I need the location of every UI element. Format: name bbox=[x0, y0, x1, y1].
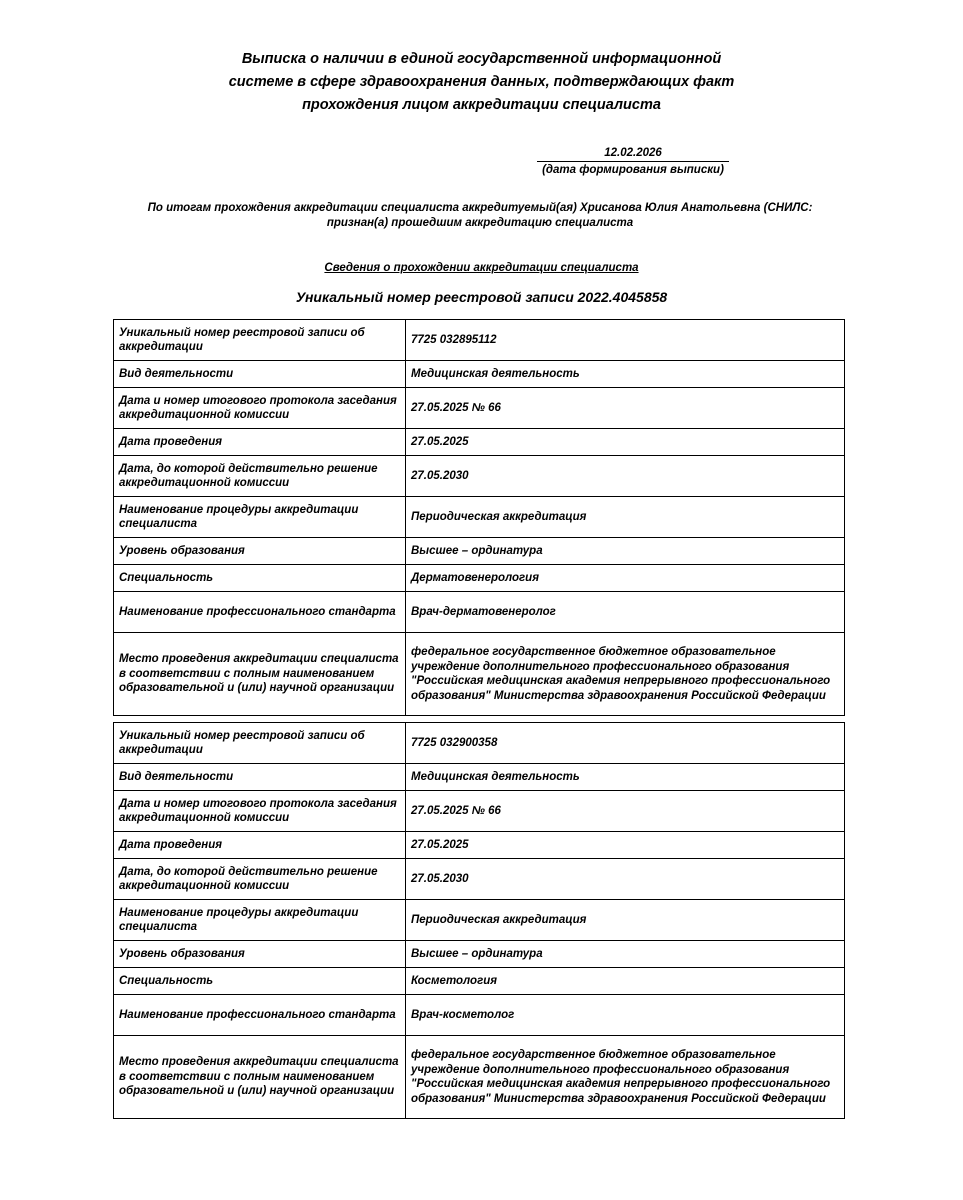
intro-line: По итогам прохождения аккредитации специалиста аккредитуемый(ая) Хрисанова Юлия Анатольевна (СНИЛС: bbox=[147, 202, 813, 214]
formation-date: 12.02.2026 bbox=[537, 146, 729, 162]
table-row bbox=[114, 429, 845, 456]
row-value: федеральное государственное бюджетное образовательное учреждение дополнительного профессионального образования "Российская медицинская академия непрерывного профессионального образования" Министерства здравоохранения Российской Федерации bbox=[406, 633, 845, 716]
table-row bbox=[114, 633, 845, 716]
title-line: прохождения лицом аккредитации специалиста bbox=[302, 97, 661, 113]
document-title bbox=[0, 48, 963, 117]
row-value: Косметология bbox=[406, 968, 845, 995]
row-value: Периодическая аккредитация bbox=[406, 497, 845, 538]
table-row bbox=[114, 361, 845, 388]
row-value: 27.05.2025 bbox=[406, 832, 845, 859]
title-line: Выписка о наличии в единой государственной информационной bbox=[241, 51, 722, 67]
row-label: Специальность bbox=[114, 968, 406, 995]
row-value: Периодическая аккредитация bbox=[406, 900, 845, 941]
intro-line: признан(а) прошедшим аккредитацию специалиста bbox=[326, 217, 634, 229]
row-value: Врач-дерматовенеролог bbox=[406, 592, 845, 633]
row-value: 27.05.2025 № 66 bbox=[406, 791, 845, 832]
row-label: Место проведения аккредитации специалиста в соответствии с полным наименованием образовательной и (или) научной организации bbox=[114, 1036, 406, 1119]
row-label: Дата проведения bbox=[114, 429, 406, 456]
table-row bbox=[114, 832, 845, 859]
accreditation-table bbox=[113, 722, 845, 1119]
row-value: 7725 032900358 bbox=[406, 723, 845, 764]
row-value: Врач-косметолог bbox=[406, 995, 845, 1036]
table-row bbox=[114, 565, 845, 592]
table-row bbox=[114, 764, 845, 791]
table-row bbox=[114, 900, 845, 941]
row-value: Высшее – ординатура bbox=[406, 538, 845, 565]
table-row bbox=[114, 320, 845, 361]
registry-heading: Уникальный номер реестровой записи 2022.4045858 bbox=[295, 289, 668, 305]
row-value: 27.05.2025 bbox=[406, 429, 845, 456]
formation-date-caption: (дата формирования выписки) bbox=[542, 164, 724, 176]
row-label: Вид деятельности bbox=[114, 361, 406, 388]
row-value: 7725 032895112 bbox=[406, 320, 845, 361]
table-row bbox=[114, 388, 845, 429]
table-row bbox=[114, 538, 845, 565]
intro-statement bbox=[100, 201, 860, 231]
row-value: федеральное государственное бюджетное образовательное учреждение дополнительного профессионального образования "Российская медицинская академия непрерывного профессионального образования" Министерства здравоохранения Российской Федерации bbox=[406, 1036, 845, 1119]
row-label: Вид деятельности bbox=[114, 764, 406, 791]
table-row bbox=[114, 859, 845, 900]
row-value: Высшее – ординатура bbox=[406, 941, 845, 968]
row-label: Место проведения аккредитации специалиста в соответствии с полным наименованием образовательной и (или) научной организации bbox=[114, 633, 406, 716]
row-value: 27.05.2030 bbox=[406, 859, 845, 900]
row-value: 27.05.2025 № 66 bbox=[406, 388, 845, 429]
row-label: Специальность bbox=[114, 565, 406, 592]
row-value: 27.05.2030 bbox=[406, 456, 845, 497]
table-row bbox=[114, 456, 845, 497]
row-label: Дата, до которой действительно решение аккредитационной комиссии bbox=[114, 859, 406, 900]
row-label: Уникальный номер реестровой записи об аккредитации bbox=[114, 320, 406, 361]
row-label: Дата и номер итогового протокола заседания аккредитационной комиссии bbox=[114, 388, 406, 429]
row-value: Дерматовенерология bbox=[406, 565, 845, 592]
row-label: Уровень образования bbox=[114, 941, 406, 968]
table-row bbox=[114, 995, 845, 1036]
row-value: Медицинская деятельность bbox=[406, 361, 845, 388]
table-row bbox=[114, 592, 845, 633]
row-label: Дата проведения bbox=[114, 832, 406, 859]
row-value: Медицинская деятельность bbox=[406, 764, 845, 791]
title-line: системе в сфере здравоохранения данных, подтверждающих факт bbox=[228, 74, 735, 90]
row-label: Наименование профессионального стандарта bbox=[114, 592, 406, 633]
table-row bbox=[114, 723, 845, 764]
table-row bbox=[114, 941, 845, 968]
row-label: Дата, до которой действительно решение аккредитационной комиссии bbox=[114, 456, 406, 497]
accreditation-table bbox=[113, 319, 845, 716]
formation-date-block bbox=[537, 146, 729, 178]
table-row bbox=[114, 791, 845, 832]
row-label: Наименование процедуры аккредитации специалиста bbox=[114, 900, 406, 941]
table-row bbox=[114, 497, 845, 538]
row-label: Уникальный номер реестровой записи об аккредитации bbox=[114, 723, 406, 764]
row-label: Дата и номер итогового протокола заседания аккредитационной комиссии bbox=[114, 791, 406, 832]
row-label: Уровень образования bbox=[114, 538, 406, 565]
section-heading: Сведения о прохождении аккредитации специалиста bbox=[324, 262, 639, 274]
table-row bbox=[114, 968, 845, 995]
table-row bbox=[114, 1036, 845, 1119]
row-label: Наименование процедуры аккредитации специалиста bbox=[114, 497, 406, 538]
row-label: Наименование профессионального стандарта bbox=[114, 995, 406, 1036]
